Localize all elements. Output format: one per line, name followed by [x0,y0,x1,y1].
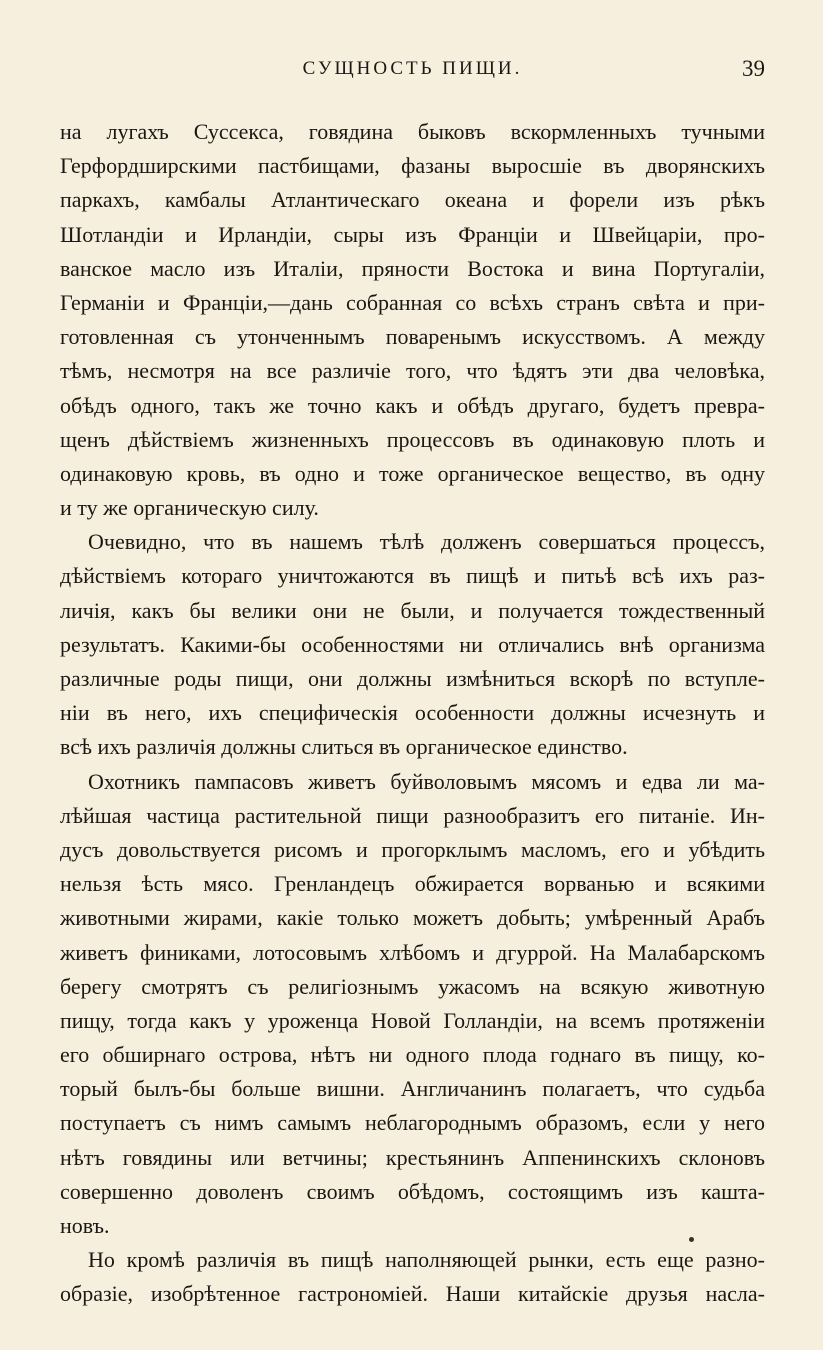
text-line: совершенно доволенъ своимъ обѣдомъ, состоящимъ изъ кашта- [60,1178,765,1204]
text-line: на лугахъ Суссекса, говядина быковъ вскормленныхъ тучными [60,119,765,144]
text-line: его обширнаго острова, нѣтъ ни одного плода годнаго въ пищу, ко- [60,1042,765,1068]
text-line: результатъ. Какими-бы особенностями ни отличались внѣ организма [60,631,765,657]
running-title: СУЩНОСТЬ ПИЩИ. [302,58,523,79]
text-line: различные роды пищи, они должны измѣниться вскорѣ по вступле- [60,666,765,691]
text-line: образіе, изобрѣтенное гастрономіей. Наши китайскіе друзья насла- [60,1281,765,1307]
text-line: дѣйствіемъ котораго уничтожаются въ пищѣ и питьѣ всѣ ихъ раз- [60,563,765,589]
text-line: животными жирами, какіе только можетъ добыть; умѣренный Арабъ [60,905,765,931]
paragraph-start-line: Охотникъ пампасовъ живетъ буйволовымъ мясомъ и едва ли ма- [88,768,765,794]
text-line: Шотландіи и Ирландіи, сыры изъ Франціи и Швейцаріи, про- [60,221,765,247]
text-line: щенъ дѣйствіемъ жизненныхъ процессовъ въ одинаковую плоть и [60,426,765,452]
text-line: нѣтъ говядины или ветчины; крестьянинъ Аппенинскихъ склоновъ [60,1144,765,1170]
text-line: паркахъ, камбалы Атлантическаго океана и форели изъ рѣкъ [60,187,765,213]
text-line: новъ. [60,1213,110,1238]
text-line: лѣйшая частица растительной пищи разнообразитъ его питаніе. Ин- [60,802,765,828]
text-line: одинаковую кровь, въ одно и тоже органическое вещество, въ одну [60,460,765,486]
text-line: поступаетъ съ нимъ самымъ неблагороднымъ образомъ, если у него [60,1110,765,1136]
printer-mark [689,1237,694,1242]
text-line: живетъ финиками, лотосовымъ хлѣбомъ и дгуррой. На Малабарскомъ [60,939,765,965]
body-text [60,115,765,1312]
paragraph-start-line: Но кромѣ различія въ пищѣ наполняющей рынки, есть еще разно- [88,1247,765,1273]
text-line: обѣдъ одного, такъ же точно какъ и обѣдъ другаго, будетъ превра- [60,392,765,418]
page-header [60,58,765,88]
paragraph-start-line: Очевидно, что въ нашемъ тѣлѣ долженъ совершаться процессъ, [88,529,765,555]
text-line: личія, какъ бы велики они не были, и получается тождественный [60,597,765,623]
text-line: всѣ ихъ различія должны слиться въ органическое единство. [60,734,628,760]
text-line: готовленная съ утонченнымъ поваренымъ искусствомъ. А между [60,324,765,350]
text-line: ніи въ него, ихъ специфическія особенности должны исчезнуть и [60,700,765,726]
text-line: Герфордширскими пастбищами, фазаны выросшіе въ дворянскихъ [60,153,765,179]
text-line: нельзя ѣсть мясо. Гренландецъ обжирается ворванью и всякими [60,871,765,897]
text-line: торый былъ-бы больше вишни. Англичанинъ полагаетъ, что судьба [60,1076,765,1102]
text-line: берегу смотрятъ съ религіознымъ ужасомъ на всякую животную [60,973,765,999]
text-line: тѣмъ, несмотря на все различіе того, что ѣдятъ эти два человѣка, [60,358,765,384]
text-line: дусъ довольствуется рисомъ и прогорклымъ масломъ, его и убѣдить [60,836,765,862]
text-line: пищу, тогда какъ у уроженца Новой Голландіи, на всемъ протяженіи [60,1007,765,1033]
page-number: 39 [742,56,765,81]
text-line: Германіи и Франціи,—дань собранная со всѣхъ странъ свѣта и при- [60,289,765,315]
text-line: ванское масло изъ Италіи, пряности Востока и вина Португаліи, [60,255,765,281]
text-line: и ту же органическую силу. [60,495,319,521]
